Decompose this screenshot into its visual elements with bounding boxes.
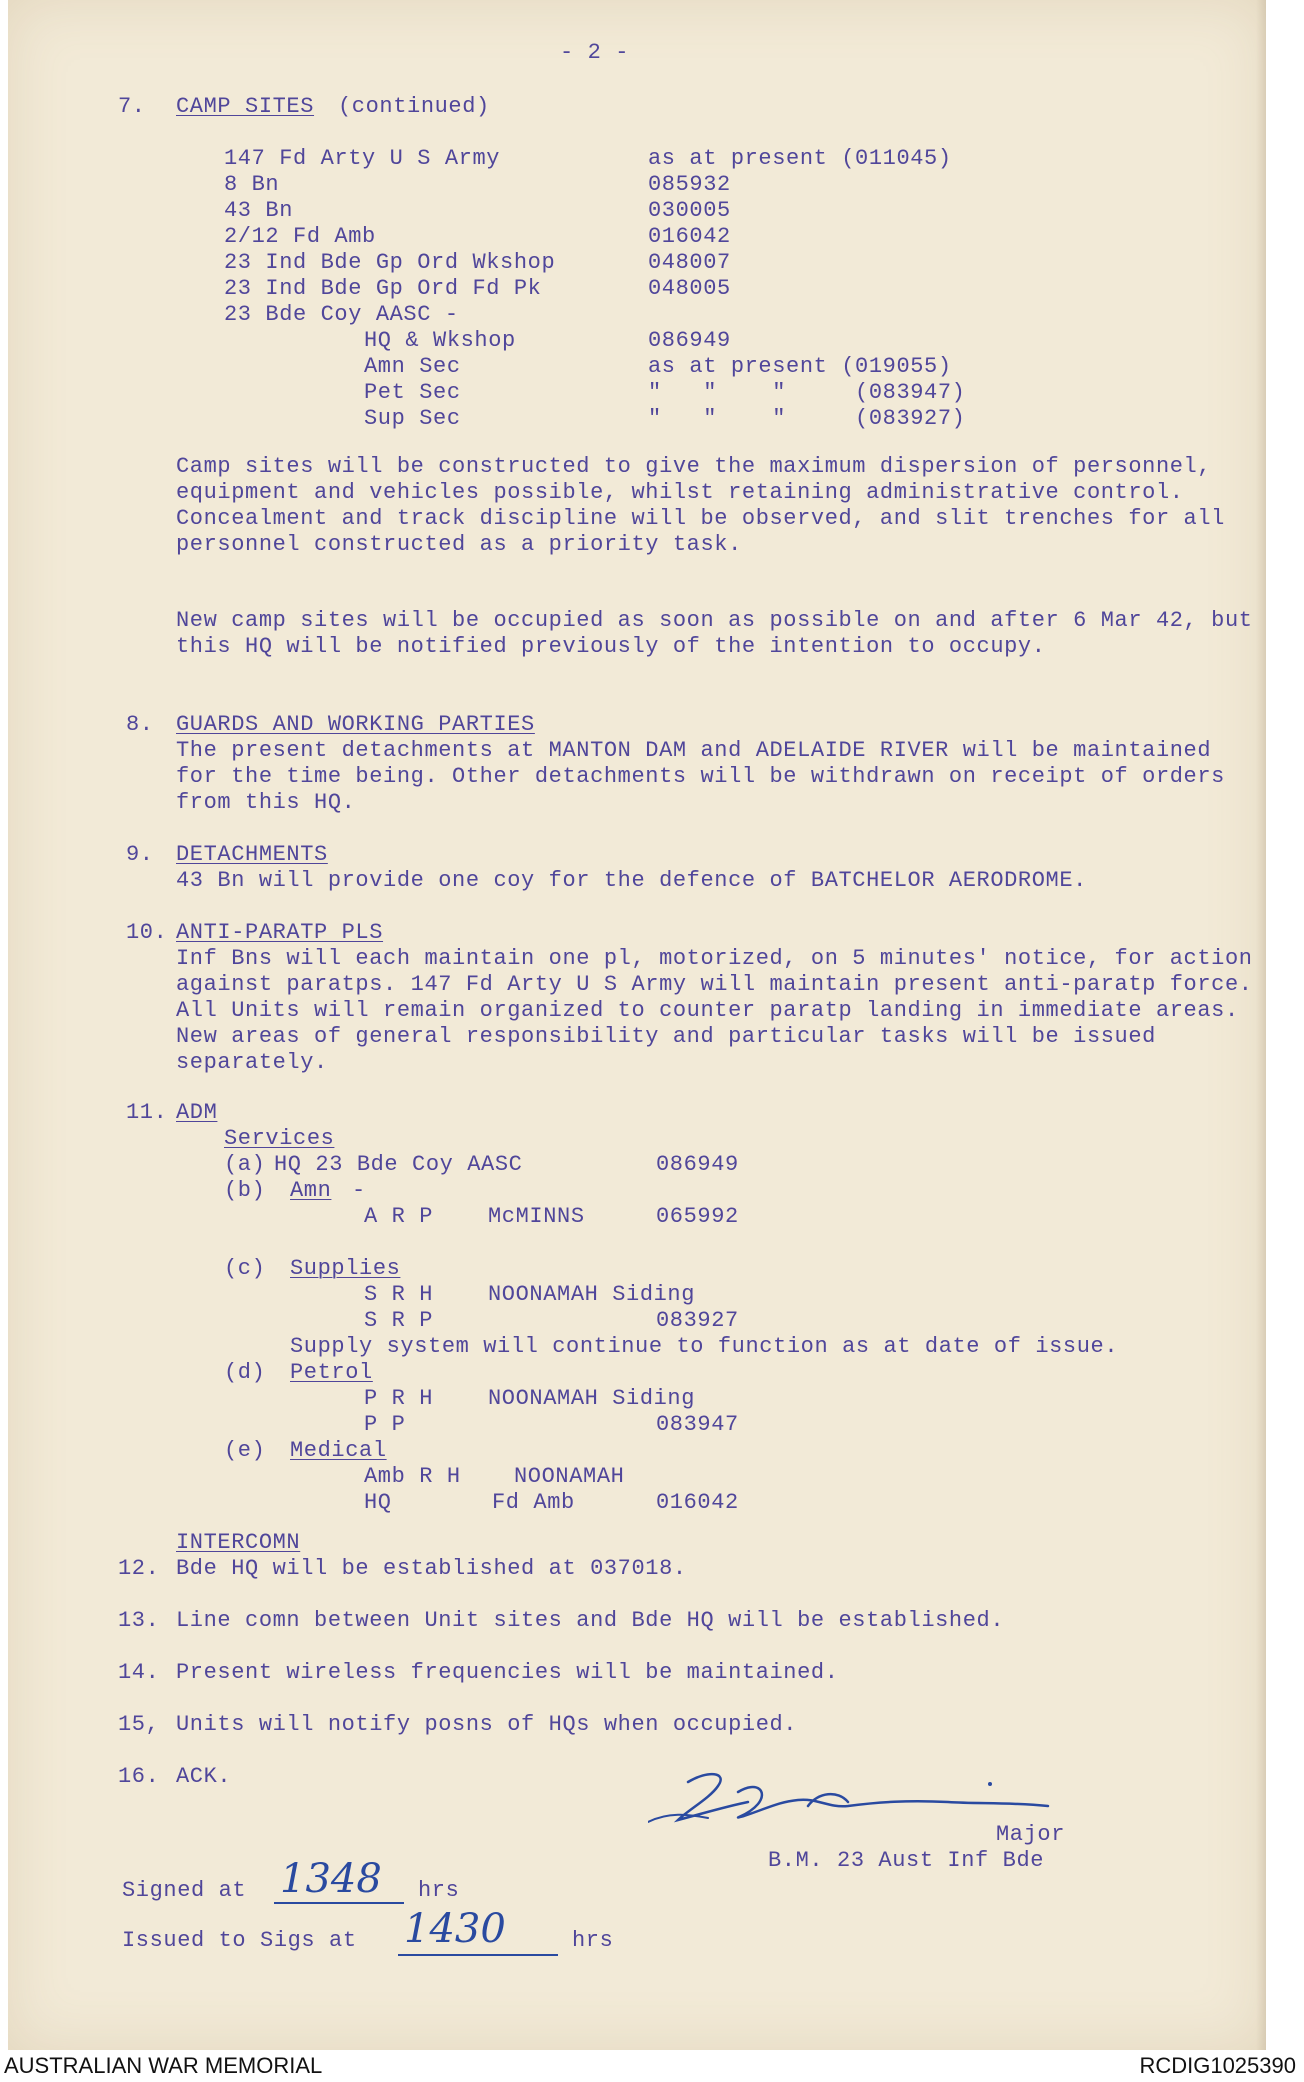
- camp-site-ref: 048005: [648, 276, 731, 301]
- item-e-label: (e): [224, 1438, 266, 1463]
- item-13-number: 13.: [118, 1608, 160, 1633]
- camp-site-unit: 43 Bn: [224, 198, 294, 223]
- camp-site-unit: 8 Bn: [224, 172, 280, 197]
- camp-site-ref: as at present (019055): [648, 354, 952, 379]
- section-8-title: GUARDS AND WORKING PARTIES: [176, 712, 535, 737]
- item-a-text: HQ 23 Bde Coy AASC: [274, 1152, 523, 1177]
- arp-label: A R P: [364, 1204, 434, 1229]
- hq-label: HQ: [364, 1490, 392, 1515]
- intercomn-heading: INTERCOMN: [176, 1530, 301, 1555]
- srp-label: S R P: [364, 1308, 434, 1333]
- hq-unit: Fd Amb: [492, 1490, 575, 1515]
- section-7-paragraph: New camp sites will be occupied as soon as possible on and after 6 Mar 42, but this HQ will be notified previously of the intention to occupy.: [176, 608, 1253, 659]
- footer-record-id: RCDIG1025390: [1139, 2053, 1296, 2078]
- camp-site-unit: 23 Bde Coy AASC -: [224, 302, 459, 327]
- item-12-text: Bde HQ will be established at 037018.: [176, 1556, 687, 1581]
- srh-place: NOONAMAH Siding: [488, 1282, 696, 1307]
- item-a-label: (a): [224, 1152, 266, 1177]
- camp-site-unit: 23 Ind Bde Gp Ord Wkshop: [224, 250, 556, 275]
- camp-site-unit: 2/12 Fd Amb: [224, 224, 376, 249]
- footer-archive-name: AUSTRALIAN WAR MEMORIAL: [4, 2053, 323, 2078]
- camp-site-ref: 016042: [648, 224, 731, 249]
- camp-site-unit: 147 Fd Arty U S Army: [224, 146, 501, 171]
- section-7-title-suffix: (continued): [338, 94, 490, 119]
- supply-note: Supply system will continue to function as at date of issue.: [290, 1334, 1119, 1359]
- prh-place: NOONAMAH Siding: [488, 1386, 696, 1411]
- item-15-text: Units will notify posns of HQs when occupied.: [176, 1712, 798, 1737]
- item-e-title: Medical: [290, 1438, 387, 1463]
- services-heading: Services: [224, 1126, 335, 1151]
- item-14-text: Present wireless frequencies will be maintained.: [176, 1660, 839, 1685]
- issued-at-label: Issued to Sigs at: [122, 1928, 357, 1953]
- section-8-text: The present detachments at MANTON DAM and ADELAIDE RIVER will be maintained for the time being. Other detachments will be withdrawn on receipt of orders from this HQ.: [176, 738, 1225, 815]
- section-8-number: 8.: [126, 712, 154, 737]
- signed-at-label: Signed at: [122, 1878, 247, 1903]
- section-9-number: 9.: [126, 842, 154, 867]
- signatory-rank: Major: [996, 1822, 1066, 1847]
- arp-place: McMINNS: [488, 1204, 585, 1229]
- signed-at-suffix: hrs: [418, 1878, 460, 1903]
- section-10-number: 10.: [126, 920, 168, 945]
- camp-site-ref: as at present (011045): [648, 146, 952, 171]
- camp-site-subunit: Sup Sec: [364, 406, 461, 431]
- camp-site-ref: " " " (083927): [648, 406, 966, 431]
- issued-at-suffix: hrs: [572, 1928, 614, 1953]
- item-a-ref: 086949: [656, 1152, 739, 1177]
- section-9-title: DETACHMENTS: [176, 842, 328, 867]
- section-7-title: CAMP SITES: [176, 94, 315, 119]
- item-16-text: ACK.: [176, 1764, 232, 1789]
- item-b-title: Amn: [290, 1178, 332, 1203]
- item-c-label: (c): [224, 1256, 266, 1281]
- section-10-text: Inf Bns will each maintain one pl, motorized, on 5 minutes' notice, for action against paratps. 147 Fd Arty U S Army will maintain present anti-paratp force. All Units will remain organized to counter paratp landing in immediate areas. New areas of general responsibility and particular tasks will be issued separately.: [176, 946, 1253, 1075]
- item-14-number: 14.: [118, 1660, 160, 1685]
- item-d-label: (d): [224, 1360, 266, 1385]
- item-b-label: (b): [224, 1178, 266, 1203]
- prh-label: P R H: [364, 1386, 434, 1411]
- srh-label: S R H: [364, 1282, 434, 1307]
- camp-site-ref: " " " (083947): [648, 380, 966, 405]
- arp-ref: 065992: [656, 1204, 739, 1229]
- item-13-text: Line comn between Unit sites and Bde HQ will be established.: [176, 1608, 1005, 1633]
- item-16-number: 16.: [118, 1764, 160, 1789]
- item-b-dash: -: [352, 1178, 366, 1203]
- page-number: - 2 -: [560, 40, 630, 65]
- camp-site-ref: 086949: [648, 328, 731, 353]
- camp-site-subunit: HQ & Wkshop: [364, 328, 516, 353]
- issued-at-underline: [398, 1954, 558, 1956]
- section-7-number: 7.: [118, 94, 146, 119]
- document-page: [8, 0, 1266, 2050]
- section-10-title: ANTI-PARATP PLS: [176, 920, 384, 945]
- amb-label: Amb R H: [364, 1464, 461, 1489]
- hq-ref: 016042: [656, 1490, 739, 1515]
- pp-ref: 083947: [656, 1412, 739, 1437]
- item-12-number: 12.: [118, 1556, 160, 1581]
- camp-site-subunit: Amn Sec: [364, 354, 461, 379]
- signed-at-time: 1348: [280, 1856, 382, 1902]
- item-d-title: Petrol: [290, 1360, 373, 1385]
- camp-site-unit: 23 Ind Bde Gp Ord Fd Pk: [224, 276, 542, 301]
- signatory-appointment: B.M. 23 Aust Inf Bde: [768, 1848, 1045, 1873]
- camp-site-ref: 048007: [648, 250, 731, 275]
- section-11-number: 11.: [126, 1100, 168, 1125]
- signed-at-underline: [274, 1902, 404, 1904]
- pp-label: P P: [364, 1412, 406, 1437]
- item-c-title: Supplies: [290, 1256, 401, 1281]
- camp-site-subunit: Pet Sec: [364, 380, 461, 405]
- amb-place: NOONAMAH: [514, 1464, 625, 1489]
- camp-site-ref: 085932: [648, 172, 731, 197]
- issued-at-time: 1430: [404, 1906, 506, 1952]
- section-7-paragraph: Camp sites will be constructed to give the maximum dispersion of personnel, equipment and vehicles possible, whilst retaining administrative control. Concealment and track discipline will be observed, and slit trenches for all personnel constructed as a priority task.: [176, 454, 1225, 557]
- item-15-number: 15,: [118, 1712, 160, 1737]
- section-11-title: ADM: [176, 1100, 218, 1125]
- section-9-text: 43 Bn will provide one coy for the defence of BATCHELOR AERODROME.: [176, 868, 1087, 893]
- srp-ref: 083927: [656, 1308, 739, 1333]
- camp-site-ref: 030005: [648, 198, 731, 223]
